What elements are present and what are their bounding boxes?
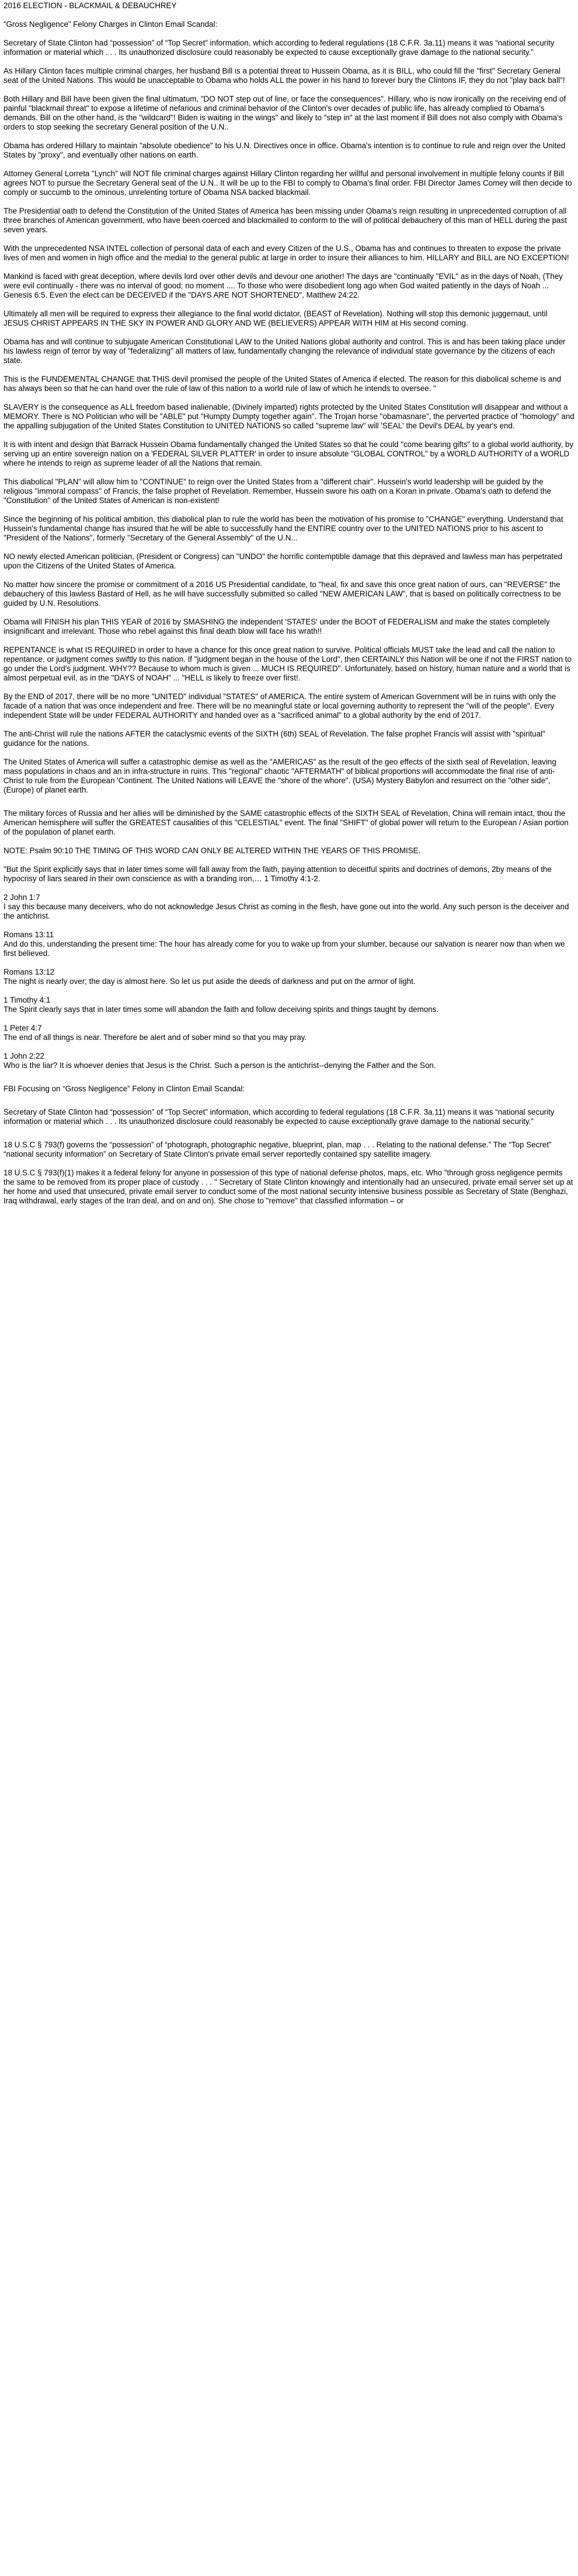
- paragraph: As Hillary Clinton faces multiple criminal charges, her husband Bill is a potential threat to Hussein Obama, as it is BILL, who could fill the "first" Secretary General seat of the United Nations. This would be unacceptable to Obama who holds ALL the power in his hand to forever bury the Clintons IF, they do not "play back ball"!: [4, 67, 565, 85]
- paragraph: FBI Focusing on “Gross Negligence” Felony in Clinton Email Scandal:: [4, 1084, 245, 1093]
- paragraph: By the END of 2017, there will be no more "UNITED" individual "STATES" of AMERICA. The entire system of American Government will be in ruins with only the facade of a nation that was once independent and free. There will be no meaningful state or local governing authority to represent the "will of the people". Every independent State will be under FEDERAL AUTHORITY and handed over as a "sacrificed animal" to a global authority by the end of 2017.: [4, 692, 556, 720]
- paragraph: NOTE: Psalm 90:10 THE TIMING OF THIS WORD CAN ONLY BE ALTERED WITHIN THE YEARS OF THIS PROMISE.: [4, 846, 421, 855]
- paragraph: Romans 13:12 The night is nearly over; the day is almost here. So let us put aside the deeds of darkness and put on the armor of light.: [4, 968, 416, 986]
- paragraph: 1 Timothy 4:1 The Spirit clearly says that in later times some will abandon the faith and follow deceiving spirits and things taught by demons.: [4, 996, 439, 1014]
- paragraph: The Presidential oath to defend the Constitution of the United States of America has been missing under Obama's reign resulting in unprecedented corruption of all three branches of American government, who have been coerced and blackmailed to conform to the will of political debauchery of this man of HELL during the past seven years.: [4, 207, 567, 234]
- paragraph: It is with intent and design that Barrack Hussein Obama fundamentally changed the United States so that he could "come bearing gifts" to a global world authority, by serving up an entire sovereign nation on a 'FEDERAL SILVER PLATTER' in order to insure absolute "GLOBAL CONTROL" by a WORLD AUTHORITY of a WORLD where he intends to reign as supreme leader of all the Nations that remain.: [4, 440, 574, 467]
- paragraph: The military forces of Russia and her allies will be diminished by the SAME catastrophic effects of the SIXTH SEAL of Revelation, China will remain intact, thou the American hemisphere will suffer the GREATEST causalities of this "CELESTIAL" event. The final "SHIFT" of global power will return to the European / Asian portion of the population of planet earth.: [4, 809, 569, 836]
- document-body: [4, 20, 574, 1206]
- paragraph: Attorney General Lorreta "Lynch" will NOT file criminal charges against Hillary Clinton regarding her willful and personal involvement in multiple felony counts if Bill agrees NOT to pursue the Secretary General seat of the U.N.. It will be up to the FBI to comply to Obama's final order. FBI Director James Comey will then decide to comply or succumb to the ominous, unrelenting torture of Obama NSA backed blackmail.: [4, 169, 572, 197]
- paragraph: “Gross Negligence” Felony Charges in Clinton Email Scandal:: [4, 20, 218, 29]
- paragraph: Obama has ordered Hillary to maintain "absolute obedience" to his U.N. Directives once in office. Obama's intention is to continue to rule and reign over the United States by "proxy", and eventually other nations on earth.: [4, 141, 566, 159]
- paragraph: This diabolical "PLAN" will allow him to "CONTINUE" to reign over the United States from a "different chair". Hussein's world leadership will be guided by the religious "immoral compass" of Francis, the false prophet of Revelation. Remember, Hussein swore his oath on a Koran in private. Obama's oath to defend the "Constitution" of the United States of American is non-existent!: [4, 477, 551, 505]
- paragraph: The anti-Christ will rule the nations AFTER the cataclysmic events of the SIXTH (6th) SEAL of Revelation. The false prophet Francis will assist with "spiritual" guidance for the nations.: [4, 729, 545, 748]
- paragraph: With the unprecedented NSA INTEL collection of personal data of each and every Citizen of the U.S., Obama has and continues to threaten to expose the private lives of men and women in high office and the medial to the general public at large in order to insure their alliances to him. HILLARY and BILL are NO EXCEPTION!: [4, 244, 569, 262]
- paragraph: This is the FUNDEMENTAL CHANGE that THIS devil promised the people of the United States of America if elected. The reason for this diabolical scheme is and has always been so that he can hand over the rule of law of this nation to a world rule of law of which he intends to oversee. ": [4, 375, 562, 393]
- paragraph: No matter how sincere the promise or commitment of a 2016 US Presidential candidate, to "heal, fix and save this once great nation of ours, can "REVERSE" the debauchery of this lawless Bastard of Hell, as he will have successfully submitted so called "NEW AMERICAN LAW", that is based on politically correctness to be guided by U.N. Resolutions.: [4, 580, 561, 608]
- paragraph: Secretary of State Clinton had “possession” of “Top Secret” information, which according to federal regulations (18 C.F.R. 3a.11) means it was “national security information or material which . . . Its unauthorized disclosure could reasonably be expected to cause exceptionally grave damage to the national security.”: [4, 1108, 555, 1126]
- document: [4, 1, 574, 1206]
- paragraph: SLAVERY is the consequence as ALL freedom based inalienable, (Divinely imparted) rights protected by the United States Constitution will disappear and without a MEMORY. There is NO Politician who will be "ABLE" put "Humpty Dumpty together again". The Trojan horse "obamasnare", the perverted practice of "homology" and the appalling subjugation of the United States Constitution to UNITED NATIONS so called "supreme law" will 'SEAL' the Devil's DEAL by year's end.: [4, 403, 574, 430]
- paragraph: Both Hillary and Bill have been given the final ultimatum, "DO NOT step out of line, or face the consequences". Hillary, who is now ironically on the receiving end of painful "blackmail threat" to expose a lifetime of nefarious and criminal behavior of the Clinton's over decades of public life, has already complied to Obama's demands. Bill on the other hand, is the "wildcard"! Biden is waiting in the wings" and likely to "step in" at the last moment if Bill does not also comply with Obama's orders to stop seeking the secretary General position of the U.N..: [4, 95, 566, 131]
- paragraph: Obama has and will continue to subjugate American Constitutional LAW to the United Nations global authority and control. This is and has been taking place under his lawless reign of terror by way of "federalizing" all matters of law, fundamentally changing the relevance of individual state governance by the citizens of each state.: [4, 337, 566, 365]
- paragraph: 18 U.S.C § 793(f) governs the “possession” of “photograph, photographic negative, blueprint, plan, map . . . Relating to the national defense.” The “Top Secret” “national security information” on Secretary of State Clinton's private email server reportedly contained spy satellite imagery.: [4, 1140, 552, 1158]
- paragraph: Since the beginning of his political ambition, this diabolical plan to rule the world has been the motivation of his promise to "CHANGE" everything. Understand that Hussein's fundamental change has insured that he will be able to successfully hand the ENTIRE country over to the UNITED NATIONS prior to his ascent to "President of the Nations", formerly "Secretary of the General Assembly" of the U.N...: [4, 515, 563, 542]
- paragraph: NO newly elected American politician, (President or Congress) can "UNDO" the horrific contemptible damage that this depraved and lawless man has perpetrated upon the Citizens of the United States of America.: [4, 552, 562, 570]
- paragraph: REPENTANCE is what IS REQUIRED in order to have a chance for this once great nation to survive. Political officials MUST take the lead and call the nation to repentance, or judgment comes swiftly to this nation. If "judgment began in the house of the Lord", then CERTAINLY this Nation will be one if not the FIRST nation to go under the Lord's judgment. WHY?? Because to whom much is given ... MUCH IS REQUIRED". Unfortunately, based on history, human nature and a world that is almost perpetual evil, as in the "DAYS of NOAH" ... "HELL is likely to freeze over first!.: [4, 645, 572, 682]
- paragraph: Ultimately all men will be required to express their allegiance to the final world dictator, (BEAST of Revelation). Nothing will stop this demonic juggernaut, until JESUS CHRIST APPEARS IN THE SKY IN POWER AND GLORY AND WE (BELIEVERS) APPEAR WITH HIM at His second coming.: [4, 309, 548, 327]
- paragraph: Romans 13:11 And do this, understanding the present time: The hour has already come for you to wake up from your slumber, because our salvation is nearer now than when we first believed.: [4, 930, 565, 958]
- paragraph: 2 John 1:7 I say this because many deceivers, who do not acknowledge Jesus Christ as coming in the flesh, have gone out into the world. Any such person is the deceiver and the antichrist.: [4, 893, 569, 920]
- paragraph: 1 Peter 4:7 The end of all things is near. Therefore be alert and of sober mind so that you may pray.: [4, 1024, 307, 1042]
- paragraph: 18 U.S.C § 793(f)(1) makes it a federal felony for anyone in possession of this type of national defense photos, maps, etc. Who "through gross negligence permits the same to be removed from its proper place of custody . . . " Secretary of State Clinton knowingly and intentionally had an unsecured, private email server set up at her home and used that unsecured, private email server to conduct some of the most national security intensive business possible as Secretary of State (Benghazi, Iraq withdrawal, early stages of the Iran deal, and on and on). She chose to "remove" that classified information – or: [4, 1168, 573, 1205]
- document-title: 2016 ELECTION - BLACKMAIL & DEBAUCHREY: [4, 1, 177, 10]
- paragraph: The United States of America will suffer a catastrophic demise as well as the "AMERICAS" as the result of the geo effects of the sixth seal of Revelation, leaving mass populations in chaos and an in infra-structure in ruins. This "regional" chaotic "AFTERMATH" of biblical proportions will accommodate the final rise of anti-Christ to rule from the European 'Continent. The United Nations will LEAVE the "shore of the whore". (USA) Mystery Babylon and resurrect on the "other side", (Europe) of planet earth.: [4, 758, 556, 794]
- paragraph: Secretary of State Clinton had “possession” of “Top Secret” information, which according to federal regulations (18 C.F.R. 3a.11) means it was “national security information or material which . . . Its unauthorized disclosure could reasonably be expected to cause exceptionally grave damage to the national security.”: [4, 39, 555, 57]
- paragraph: Mankind is faced with great deception, where devils lord over other devils and devour one another! The days are "continually "EVIL" as in the days of Noah, (They were evil continually - there was no interval of good; no moment .... To those who were disobedient long ago when God waited patiently in the days of Noah ... Genesis 6:5. Even the elect can be DECEIVED if the "DAYS ARE NOT SHORTENED", Matthew 24:22.: [4, 272, 563, 299]
- paragraph: Obama will FINISH his plan THIS YEAR of 2016 by SMASHING the independent 'STATES' under the BOOT of FEDERALISM and make the states completely insignificant and irrelevant. Those who rebel against this final death blow will face his wrath!!: [4, 617, 550, 636]
- paragraph: "But the Spirit explicitly says that in later times some will fall away from the faith, paying attention to deceitful spirits and doctrines of demons, 2by means of the hypocrisy of liars seared in their own conscience as with a branding iron,… 1 Timothy 4:1-2.: [4, 865, 552, 883]
- paragraph: 1 John 2:22 Who is the liar? It is whoever denies that Jesus is the Christ. Such a person is the antichrist--denying the Father and the Son.: [4, 1052, 436, 1070]
